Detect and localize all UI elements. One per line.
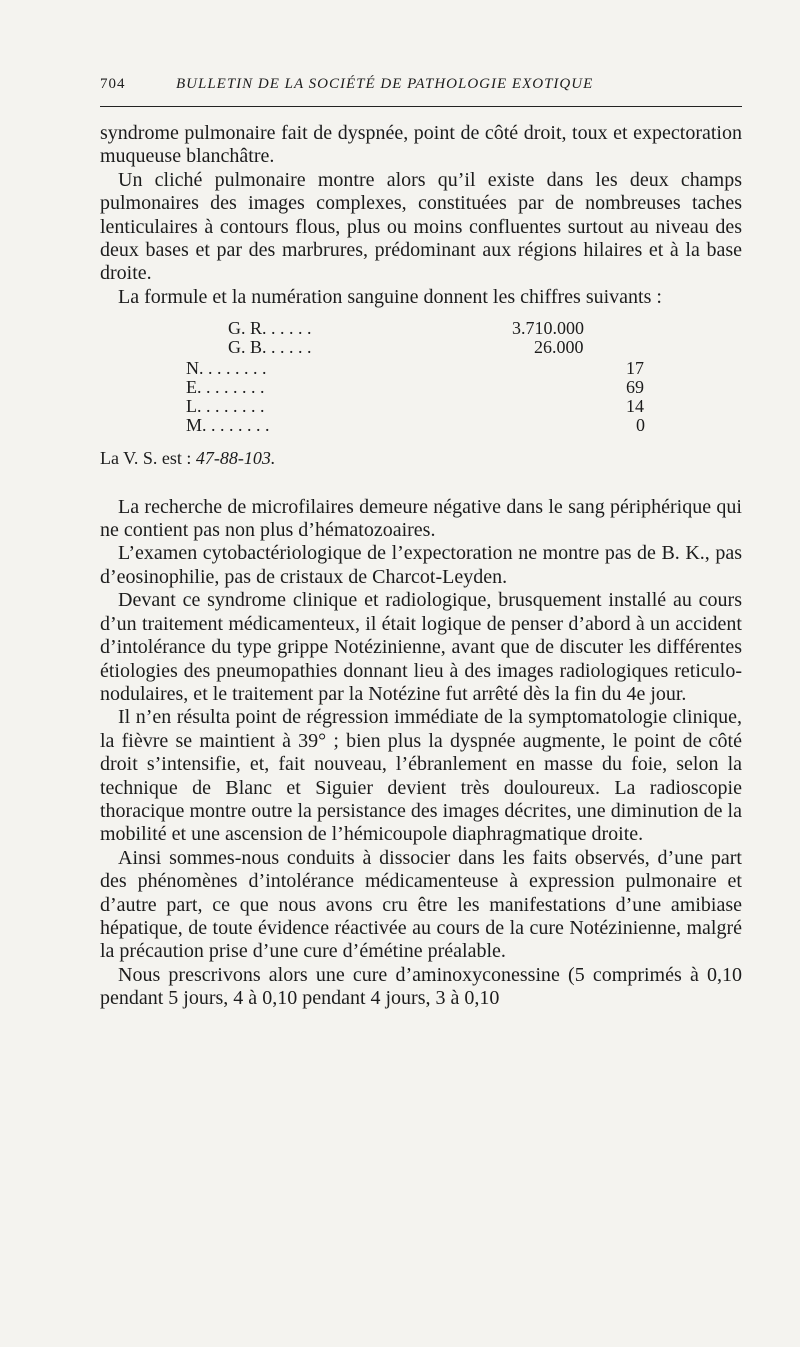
page-number: 704 (100, 76, 126, 92)
table-row-value: 69 (626, 377, 644, 398)
paragraph: La recherche de microfilaires demeure négative dans le sang périphérique qui ne contient pas non plus d’hématozoaires. (100, 495, 742, 542)
table-row-label: E. . . . . . . . (186, 377, 265, 398)
paragraph: La formule et la numération sanguine donnent les chiffres suivants : (118, 285, 662, 308)
table-row (100, 337, 742, 357)
table-row-value: 17 (626, 358, 644, 379)
table-row-label: L. . . . . . . . (186, 396, 265, 417)
page-header (100, 76, 742, 102)
paragraph: Nous prescrivons alors une cure d’aminoxyconessine (5 comprimés à 0,10 pendant 5 jours, 4 à 0,10 pendant 4 jours, 3 à 0,10 (100, 963, 742, 1010)
paragraph: Un cliché pulmonaire montre alors qu’il existe dans les deux champs pulmonaires des images complexes, constituées par de nombreuses taches lenticulaires à contours flous, plus ou moins confluentes surtout au niveau des deux bases et par des marbrures, prédominant aux régions hilaires et à la base droite. (100, 168, 742, 285)
table-row-label: G. B. . . . . . (228, 337, 312, 358)
table-row-label: M. . . . . . . . (186, 415, 270, 436)
sedimentation-label: La V. S. est : (100, 448, 192, 469)
table-row (100, 318, 742, 338)
sedimentation-line (100, 447, 742, 470)
paragraph: syndrome pulmonaire fait de dyspnée, point de côté droit, toux et expectoration muqueuse blanchâtre. (100, 122, 742, 168)
running-title: BULLETIN DE LA SOCIÉTÉ DE PATHOLOGIE EXOTIQUE (176, 76, 594, 92)
paragraph: Il n’en résulta point de régression immédiate de la symptomatologie clinique, la fièvre se maintient à 39° ; bien plus la dyspnée augmente, le point de côté droit s’intensifie, et, fait nouveau, l’ébranlement en masse du foie, selon la technique de Blanc et Siguier devient très douloureux. La radioscopie thoracique montre outre la persistance des images décrites, une diminution de la mobilité et une ascension de l’hémicoupole diaphragmatique droite. (100, 706, 742, 846)
paragraph-gap (100, 471, 742, 496)
table-row (100, 396, 742, 416)
sedimentation-value: 47-88-103. (195, 448, 276, 469)
table-row-value: 3.710.000 (512, 318, 584, 339)
table-row (100, 358, 742, 378)
paragraph: L’examen cytobactériologique de l’expectoration ne montre pas de B. K., pas d’eosinophilie, pas de cristaux de Charcot-Leyden. (100, 542, 742, 588)
table-row-label: N. . . . . . . . (186, 358, 267, 379)
table-row-label: G. R. . . . . . (228, 318, 312, 339)
table-row (100, 415, 742, 435)
body-text (100, 122, 742, 1011)
table-row-value: 26.000 (534, 337, 584, 358)
table-row (100, 377, 742, 397)
blood-count-table (100, 318, 742, 438)
table-row-value: 14 (626, 396, 644, 417)
paragraph: Devant ce syndrome clinique et radiologique, brusquement installé au cours d’un traitement médicamenteux, il était logique de penser d’abord à un accident d’intolérance du type grippe Notézinienne, avant que de discuter les différentes étiologies des pneumopathies donnant lieu à des images radiologiques reticulo-nodulaires, et le traitement par la Notézine fut arrêté dès la fin du 4e jour. (100, 589, 742, 705)
header-rule (100, 106, 742, 107)
paragraph: Ainsi sommes-nous conduits à dissocier dans les faits observés, d’une part des phénomènes d’intolérance médicamenteuse à expression pulmonaire et d’autre part, ce que nous avons cru être les manifestations d’une amibiase hépatique, de toute évidence réactivée au cours de la cure Notézinienne, malgré la précaution prise d’une cure d’émétine préalable. (100, 846, 742, 963)
table-row-value: 0 (636, 415, 645, 436)
